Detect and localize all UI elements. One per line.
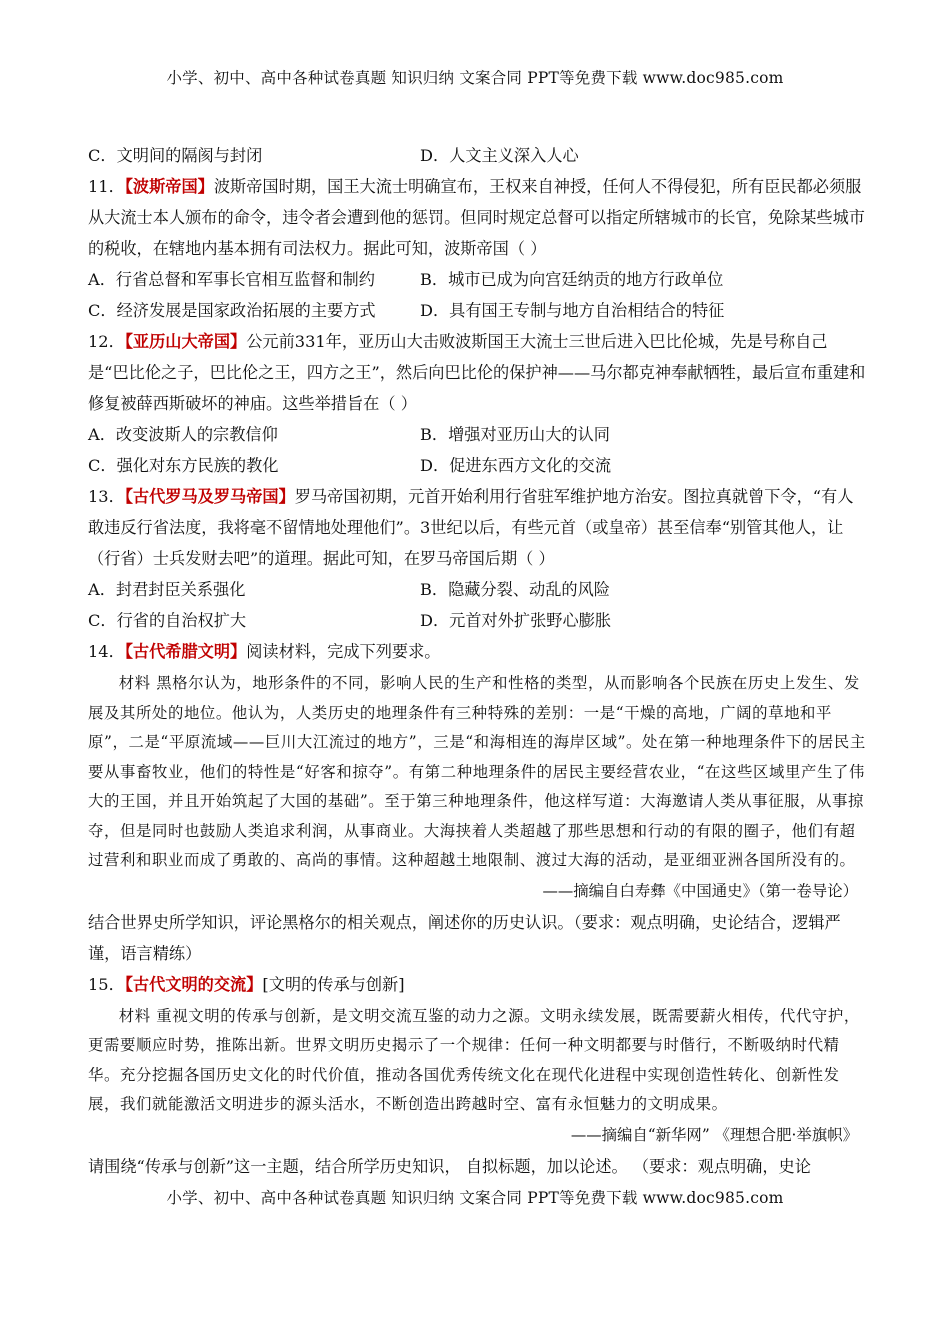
option-d: D．促进东西方文化的交流 [420,456,612,475]
question-topic-tag: 【古代文明的交流】 [124,974,263,994]
option-c: C．强化对东方民族的教化 [88,456,279,475]
question-text: 罗马帝国初期，元首开始利用行省驻军维护地方治安。图拉真就曾下令，“有人敢违反行省法度，我将毫不留情地处理他们”。3世纪以后，有些元首（或皇帝）甚至信奉“别管其他人，让（行省）士兵发财去吧”的道理。据此可知，在罗马帝国后期（ ） [88,487,854,568]
question-number: 15． [88,974,125,994]
option-b: B．城市已成为向宫廷纳贡的地方行政单位 [420,270,724,289]
question-12 [88,326,866,419]
question-15-requirement: 请围绕“传承与创新”这一主题，结合所学历史知识， 自拟标题，加以论述。 （要求：观点明确，史论 [88,1156,811,1176]
document-body [88,140,866,1182]
question-text: 阅读材料，完成下列要求。 [246,642,441,661]
question-14 [88,636,866,667]
option-a: A．封君封臣关系强化 [88,580,246,599]
question-14-requirement: 结合世界史所学知识，评论黑格尔的相关观点，阐述你的历史认识。（要求：观点明确，史论结合，逻辑严谨，语言精练） [88,912,841,963]
option-d: D．人文主义深入人心 [420,146,579,165]
question-11 [88,171,866,264]
question-11-options-row-2 [88,295,866,326]
option-c: C．行省的自治权扩大 [88,611,247,630]
question-number: 14． [88,642,125,661]
question-number: 11． [88,177,125,196]
option-b: B．增强对亚历山大的认同 [420,425,610,444]
question-number: 13． [88,487,125,506]
question-11-options-row-1 [88,264,866,295]
question-topic-tag: 【波斯帝国】 [124,177,214,196]
question-15 [88,969,866,1000]
option-b: B．隐藏分裂、动乱的风险 [420,580,610,599]
option-c: C．文明间的隔阂与封闭 [88,146,263,165]
question-number: 12． [88,332,125,351]
question-15-material: 材料 重视文明的传承与创新，是文明交流互鉴的动力之源。文明永续发展，既需要薪火相传，代代守护，更需要顺应时势，推陈出新。世界文明历史揭示了一个规律：任何一种文明都要与时偕行，不断吸纳时代精华。充分挖掘各国历史文化的时代价值，推动各国优秀传统文化在现代化进程中实现创造性转化、创新性发展，我们就能激活文明进步的源头活水，不断创造出跨越时空、富有永恒魅力的文明成果。 [88,1006,860,1113]
option-d: D．元首对外扩张野心膨胀 [420,611,612,630]
question-text: 公元前331年，亚历山大击败波斯国王大流士三世后进入巴比伦城，先是号称自己是“巴比伦之子，巴比伦之王，四方之王”，然后向巴比伦的保护神——马尔都克神奉献牺牲，最后宣布重建和修复被薛西斯破坏的神庙。这些举措旨在（ ） [88,332,866,413]
question-13-options-row-2 [88,605,866,636]
option-d: D．具有国王专制与地方自治相结合的特征 [420,301,725,320]
option-a: A．改变波斯人的宗教信仰 [88,425,278,444]
question-topic-tag: 【古代希腊文明】 [124,642,247,661]
question-13-options-row-1 [88,574,866,605]
prev-question-options [88,140,866,171]
question-15-source: ——摘编自“新华网” 《理想合肥·举旗帜》 [570,1125,858,1144]
page-footer: 小学、初中、高中各种试卷真题 知识归纳 文案合同 PPT等免费下载 www.doc985.com [166,1189,784,1207]
question-text: [文明的传承与创新] [262,974,405,994]
option-c: C．经济发展是国家政治拓展的主要方式 [88,301,376,320]
question-topic-tag: 【古代罗马及罗马帝国】 [124,487,295,506]
option-a: A．行省总督和军事长官相互监督和制约 [88,270,375,289]
question-12-options-row-2 [88,450,866,481]
page-header: 小学、初中、高中各种试卷真题 知识归纳 文案合同 PPT等免费下载 www.doc985.com [166,69,784,87]
question-12-options-row-1 [88,419,866,450]
question-14-source: ——摘编自白寿彝《中国通史》（第一卷导论） [542,881,858,900]
question-topic-tag: 【亚历山大帝国】 [124,332,247,351]
question-text: 波斯帝国时期，国王大流士明确宣布，王权来自神授，任何人不得侵犯，所有臣民都必须服从大流士本人颁布的命令，违令者会遭到他的惩罚。但同时规定总督可以指定所辖城市的长官，免除某些城市的税收，在辖地内基本拥有司法权力。据此可知，波斯帝国（ ） [88,177,865,258]
question-13 [88,481,866,574]
question-14-material: 材料 黑格尔认为，地形条件的不同，影响人民的生产和性格的类型，从而影响各个民族在历史上发生、发展及其所处的地位。他认为，人类历史的地理条件有三种特殊的差别：一是“干燥的高地，广阔的草地和平原”，二是“平原流域——巨川大江流过的地方”，三是“和海相连的海岸区域”。处在第一种地理条件下的居民主要从事畜牧业，他们的特性是“好客和掠夺”。有第二种地理条件的居民主要经营农业，“在这些区域里产生了伟大的王国，并且开始筑起了大国的基础”。至于第三种地理条件，他这样写道：大海邀请人类从事征服，从事掠夺，但是同时也鼓励人类追求利润，从事商业。大海挟着人类超越了那些思想和行动的有限的圈子，他们有超过营利和职业而成了勇敢的、高尚的事情。这种超越土地限制、渡过大海的活动，是亚细亚洲各国所没有的。 [88,674,866,869]
